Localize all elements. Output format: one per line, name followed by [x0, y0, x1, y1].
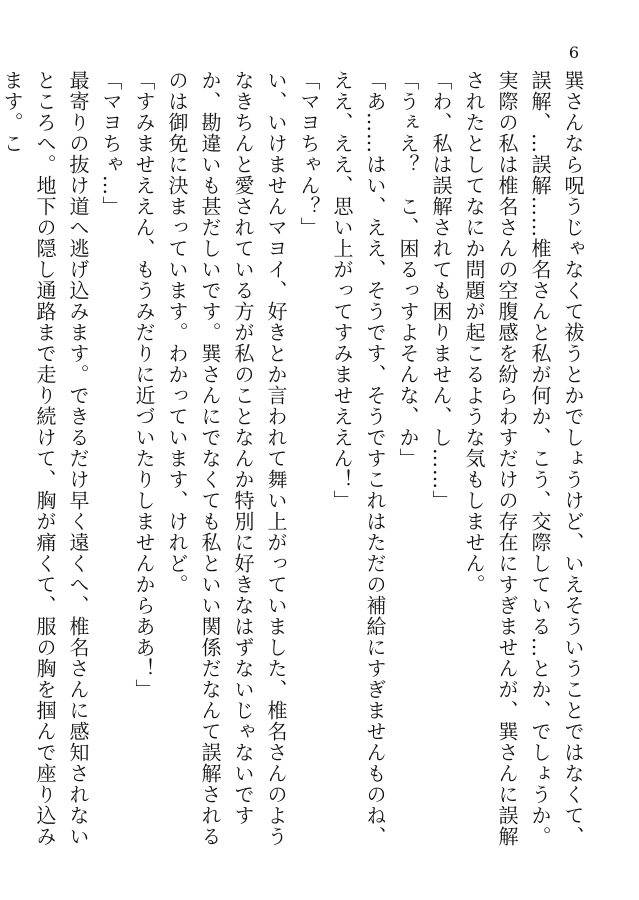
paragraph: い、いけませんマヨイ、好きとか言われて舞い上がっていました、椎名さんのようなきちんと愛されている方が私のことなんか特別に好きなはずないじゃないですか、勘違いも甚だしいです。巽さんにでなくても私といい関係だなんて誤解されるのは御免に決まっています。わかっています、けれど。 — [165, 70, 288, 847]
paragraph: 最寄りの抜け道へ逃げ込みます。できるだけ早く遠くへ、椎名さんに感知されないところへ。地下の隠し通路まで走り続けて、胸が痛くて、服の胸を掴んで座り込みます。こ — [0, 70, 90, 847]
vertical-text-body — [0, 70, 589, 860]
dialogue-line: 「マヨちゃ…」 — [99, 70, 123, 217]
paragraph: 巽さんなら呪うじゃなくて祓うとかでしょうけど、いえそういうことではなくて、誤解、…誤解……椎名さんと私が何か、こう、交際している…とか、でしょうか。実際の私は椎名さんの空腹感を紛らわすだけの存在にすぎませんが、巽さんに誤解されたとしてなにか問題が起こるような気もしません。 — [462, 70, 585, 847]
dialogue-line: 「マヨちゃん？」 — [297, 70, 321, 238]
dialogue-line: 「あ……はい、ええ、そうです、そうですこれはただの補給にすぎませんものね、ええ、ええ、思い上がってすみませええん！」 — [330, 70, 387, 847]
page-number: 6 — [568, 43, 579, 62]
dialogue-line: 「すみませええん、もうみだりに近づいたりしませんからああ！」 — [132, 70, 156, 700]
dialogue-line: 「うぇえ？ こ、困るっすよそんな、か」 — [396, 70, 420, 469]
dialogue-line: 「わ、私は誤解されても困りません、し……」 — [429, 70, 453, 511]
